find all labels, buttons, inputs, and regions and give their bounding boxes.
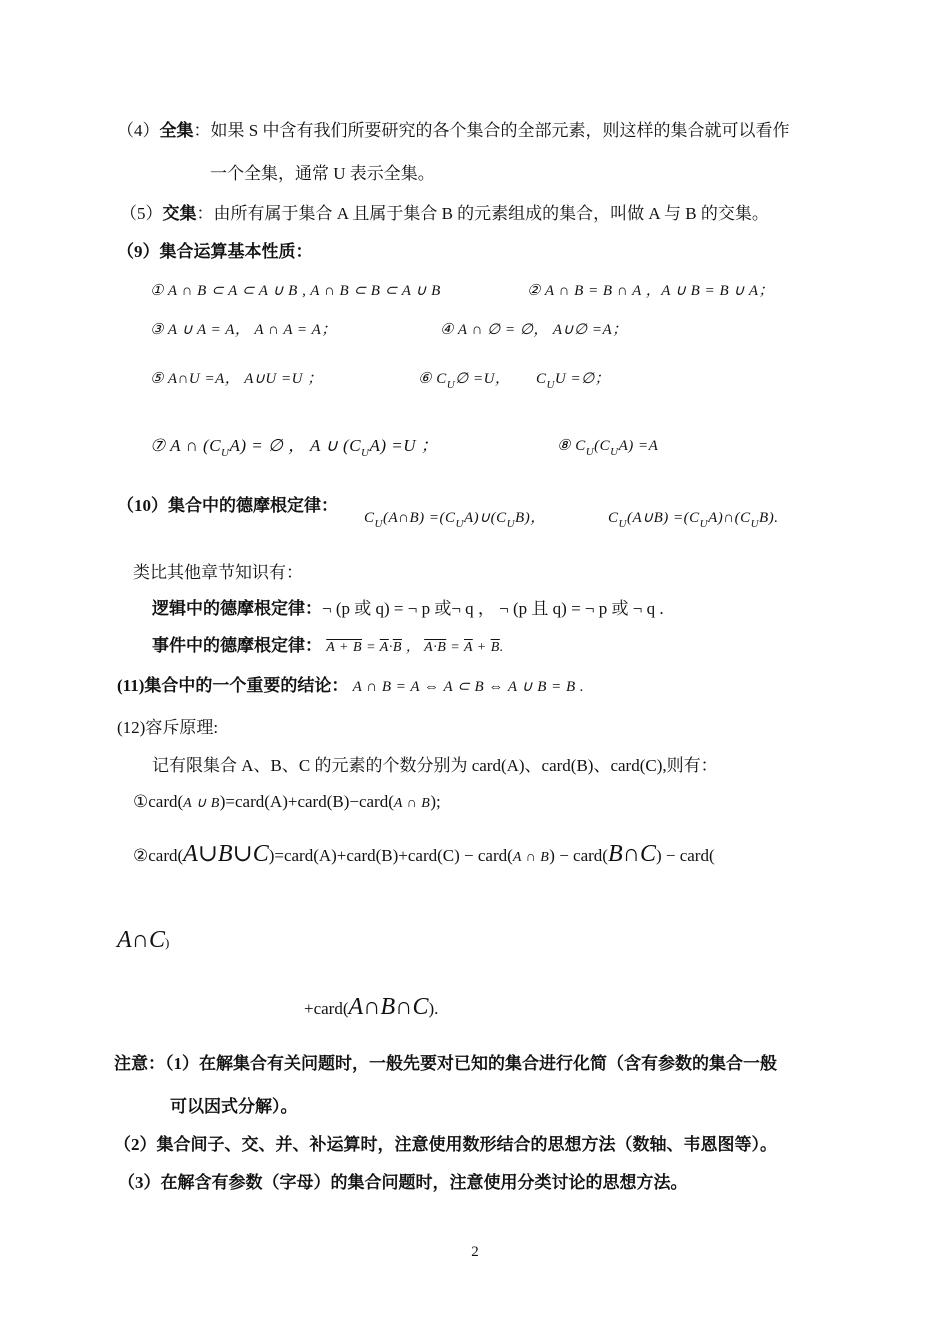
item-5-number: （5） [120,204,163,223]
property-7: ⑦ A ∩ $(C_UA)$ = ∅ ， A ∪ $(C_UA) =U$ ； [150,436,439,459]
note-3: （3）在解含有参数（字母）的集合问题时，注意使用分类讨论的思想方法。 [118,1173,688,1192]
item-5 [120,202,769,226]
inclusion-exclusion-1: ①card(A ∪ B)=card(A)+card(B)−card(A ∩ B); [133,792,441,811]
item-5-text: ：由所有属于集合 A 且属于集合 B 的元素组成的集合，叫做 A 与 B 的交集。 [196,204,769,223]
property-3: ③ A ∪ A = A， A ∩ A = A； [150,322,337,338]
demorgan-formula-1: $C_U(A\cap B)$ $=(C_UA)\cup(C_UB)$， [364,510,546,530]
demorgan-formula-2: $C_U(A\cup B)$ $=(C_UA)\cap(C_UB)$. [608,510,779,530]
inclusion-exclusion-2-cont: A∩C) [117,927,170,953]
logic-formula: ¬ (p 或 q) = ¬ p 或¬ q ， ¬ (p 且 q) = ¬ p 或 ¬ q . [322,599,664,618]
item-10-heading: （10）集合中的德摩根定律： [117,496,338,515]
item-9-heading: （9）集合运算基本性质： [117,242,313,261]
logic-label: 逻辑中的德摩根定律： [152,599,322,618]
property-1: ① A ∩ B ⊂ A ⊂ A ∪ B , A ∩ B ⊂ B ⊂ A ∪ B [150,283,441,299]
event-formula: $A + B = \overline{A}\cdot\overline{B}$ ， $A\cdot B = \overline{A} + \overline{B}$. [326,640,504,655]
item-4-line2: 一个全集，通常 U 表示全集。 [210,164,435,183]
item-12-intro: 记有限集合 A、B、C 的元素的个数分别为 card(A)、card(B)、card(C),则有： [152,756,718,775]
inclusion-exclusion-2: ②card(A∪B∪C)=card(A)+card(B)+card(C) − card(A ∩ B) − card(B∩C) − card( [133,841,715,867]
property-8: ⑧ $C_U(C_UA) =A$ [557,438,659,458]
item-11-label: (11)集合中的一个重要的结论： [117,676,349,695]
item-12-label: (12)容斥原理: [117,718,219,737]
item-11-formula: A ∩ B = A ⇔ A ⊂ B ⇔ A ∪ B = B . [352,679,585,695]
item-4-number: （4） [117,121,160,140]
note-1-line2: 可以因式分解）。 [170,1097,298,1116]
item-4-term: 全集 [159,121,194,140]
logic-demorgan [152,597,664,621]
item-4-text1: ：如果 S 中含有我们所要研究的各个集合的全部元素，则这样的集合就可以看作 [193,121,790,140]
event-label: 事件中的德摩根定律： [152,636,322,655]
event-demorgan [152,634,504,660]
note-2: （2）集合间子、交、并、补运算时，注意使用数形结合的思想方法（数轴、韦恩图等）。 [114,1135,777,1154]
item-11 [117,674,584,699]
item-5-term: 交集 [162,204,197,223]
note-1-line1: 注意：（1）在解集合有关问题时，一般先要对已知的集合进行化简（含有参数的集合一般 [114,1054,777,1073]
property-6: ⑥ $C_U\emptyset =U$， $C_UU$ =∅； [418,371,611,391]
inclusion-exclusion-2-end: +card(A∩B∩C). [304,994,439,1020]
property-2: ② A ∩ B = B ∩ A ，A ∪ B = B ∪ A； [527,283,774,299]
property-4: ④ A ∩ ∅ = ∅， A∪∅ =A； [440,322,628,338]
property-5: ⑤ A∩U =A， A∪U =U ； [150,371,323,387]
analogy-intro: 类比其他章节知识有： [133,563,303,582]
item-4-line1 [117,119,789,143]
page-number: 2 [471,1244,479,1260]
